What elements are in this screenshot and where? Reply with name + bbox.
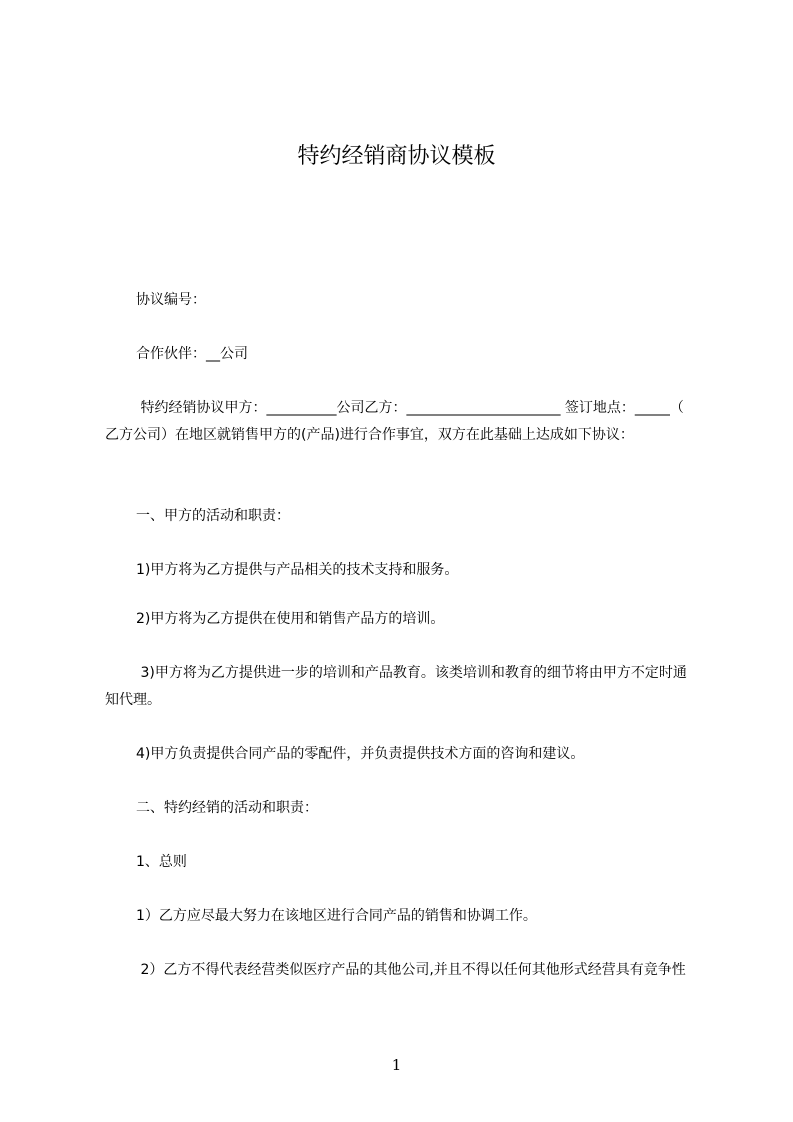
agreement-number: 协议编号： xyxy=(136,292,206,308)
section-heading-dealer: 二、特约经销的活动和职责： xyxy=(136,800,318,816)
page-number: 1 xyxy=(391,1056,402,1074)
clause-a-1: 1)甲方将为乙方提供与产品相关的技术支持和服务。 xyxy=(136,562,459,578)
parties-paragraph: 特约经销协议甲方：__________公司乙方：______________________ 签订地点：_____（ 乙方公司）在地区就销售甲方的(产品)进行合作事宜，双方在此基础上达成如下协议： xyxy=(105,400,693,443)
clause-a-2: 2)甲方将为乙方提供在使用和销售产品方的培训。 xyxy=(136,611,445,627)
clause-a-4: 4)甲方负责提供合同产品的零配件，并负责提供技术方面的咨询和建议。 xyxy=(136,746,585,762)
partner-line: 合作伙伴：__公司 xyxy=(136,346,248,362)
document-title: 特约经销商协议模板 xyxy=(297,144,496,169)
clause-a-3: 3)甲方将为乙方提供进一步的培训和产品教育。该类培训和教育的细节将由甲方不定时通知代理。 xyxy=(105,665,687,708)
subsection-general: 1、总则 xyxy=(136,854,187,870)
clause-b-1: 1）乙方应尽最大努力在该地区进行合同产品的销售和协调工作。 xyxy=(136,908,537,924)
section-heading-party-a: 一、甲方的活动和职责： xyxy=(136,508,290,524)
clause-b-2: 2）乙方不得代表经营类似医疗产品的其他公司,并且不得以任何其他形式经营具有竞争性 xyxy=(136,962,686,978)
